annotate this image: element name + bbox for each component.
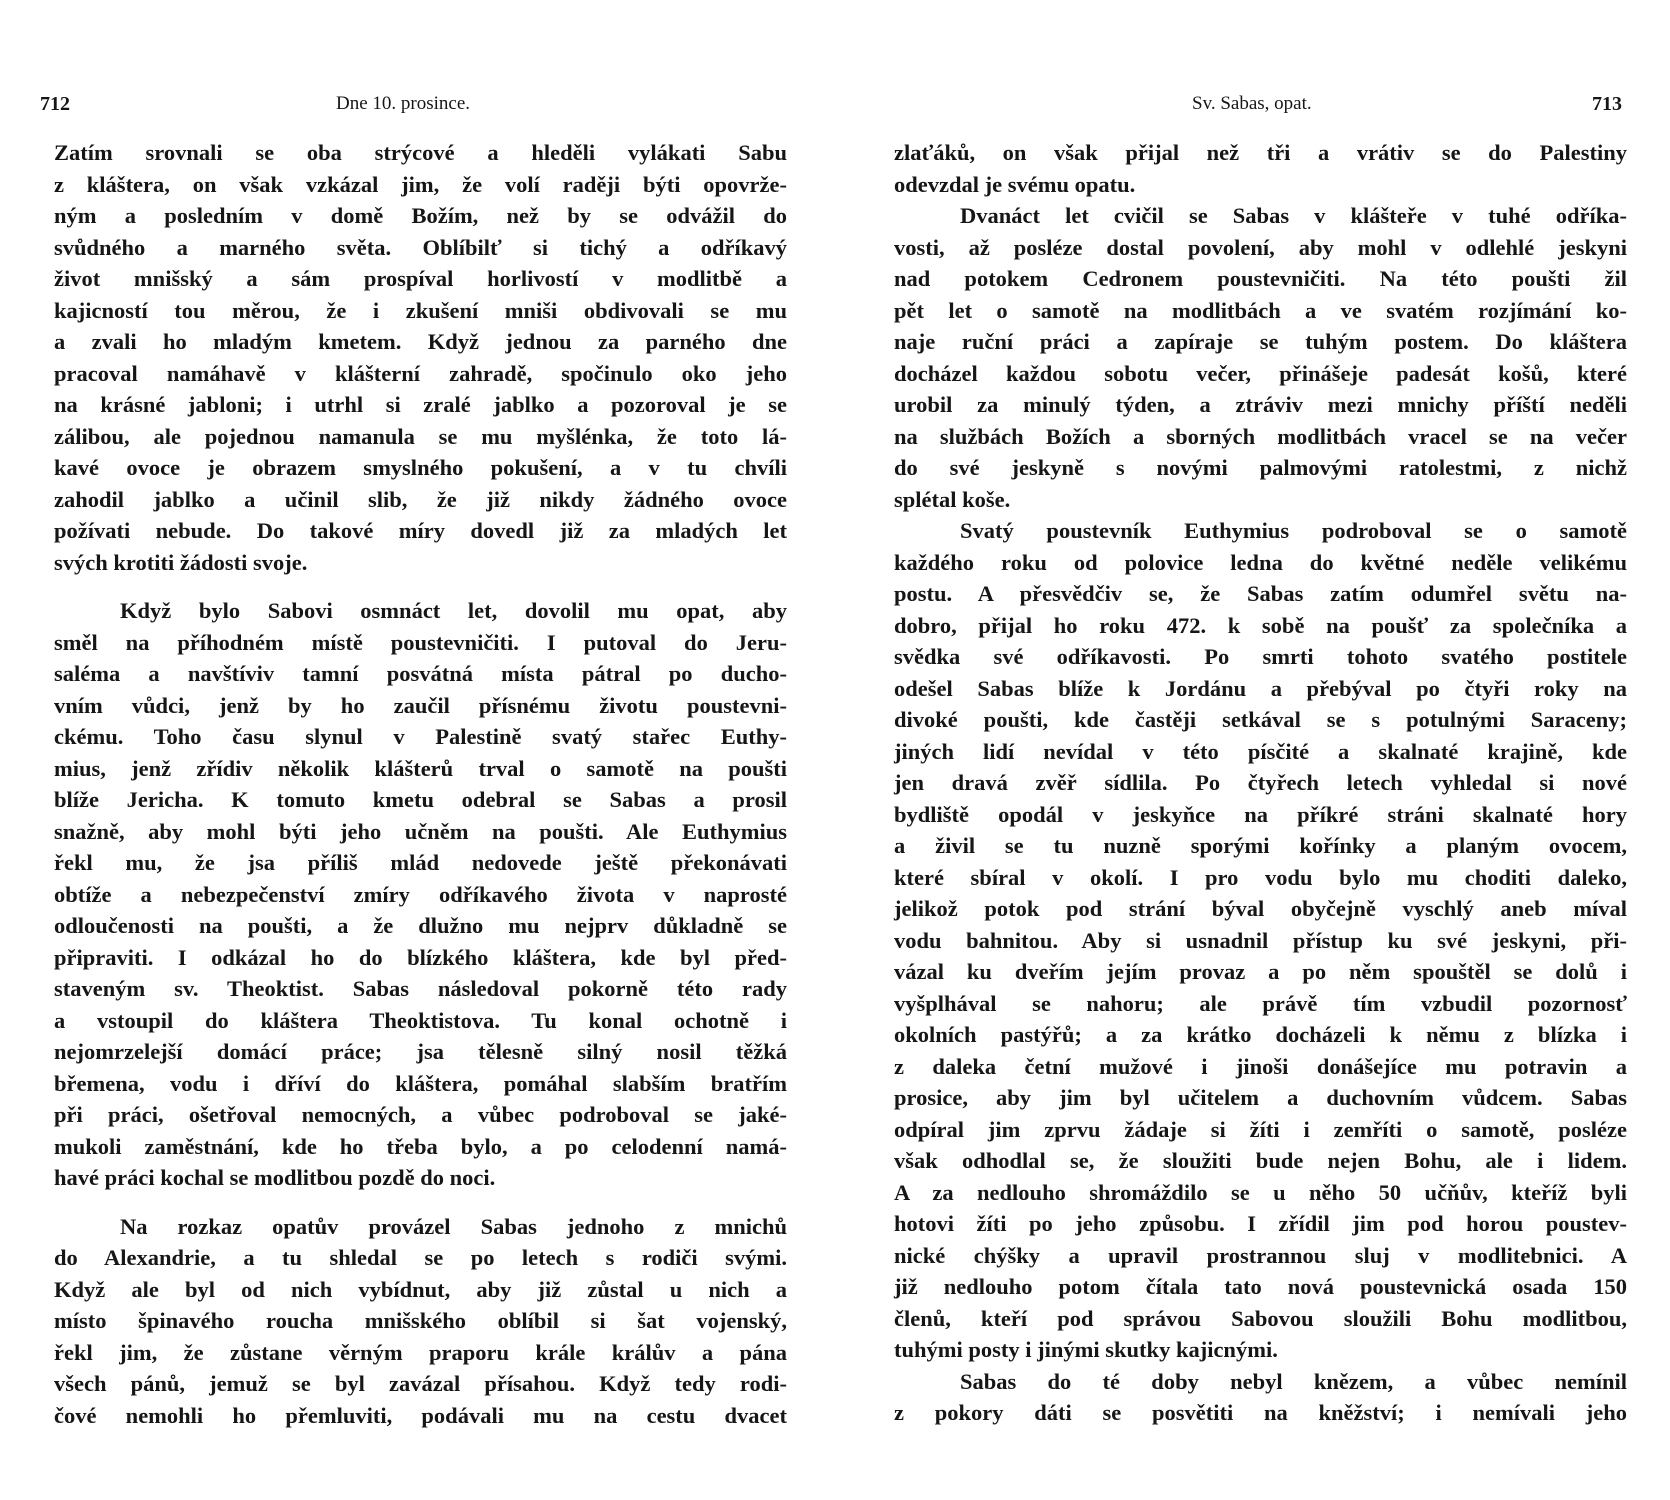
text-line: vosti, až posléze dostal povolení, aby mohl v odlehlé jeskyni [894, 234, 1627, 260]
text-line: řekl jim, že zůstane věrným praporu krále králův a pána [54, 1339, 787, 1365]
text-line: staveným sv. Theoktist. Sabas následoval pokorně této rady [54, 976, 787, 1001]
text-line: pracoval namáhavě v klášterní zahradě, spočinulo oko jeho [54, 360, 787, 386]
right-page-number: 713 [1592, 93, 1622, 115]
text-line: mukoli zaměstnání, kde ho třeba bylo, a po celodenní namá- [54, 1133, 787, 1159]
text-line: snažně, aby mohl býti jeho učněm na poušti. Ale Euthymius [54, 818, 787, 844]
text-line: do Alexandrie, a tu shledal se po letech s rodiči svými. [54, 1245, 787, 1270]
text-line: svůdného a marného světa. Oblíbilť si tichý a odříkavý [54, 234, 787, 260]
text-line: Když bylo Sabovi osmnáct let, dovolil mu opat, aby [120, 598, 787, 623]
text-line: bydliště opodál v jeskyňce na příkré stráni skalnaté hory [894, 801, 1627, 827]
text-line: svědka své odříkavosti. Po smrti tohoto svatého postitele [894, 644, 1627, 669]
text-line: kavé ovoce je obrazem smyslného pokušení, a v tu chvíli [54, 455, 787, 480]
text-line: řekl mu, že jsa příliš mlád nedovede ještě překonávati [54, 850, 787, 875]
text-line: kajicností tou měrou, že i zkušení mniši obdivovali se mu [54, 297, 787, 323]
text-line: odpíral jim zprvu žádaje si žíti i zemříti o samotě, posléze [894, 1116, 1627, 1142]
text-line: urobil za minulý týden, a ztráviv mezi mnichy příští neděli [894, 392, 1627, 417]
left-page-number: 712 [40, 93, 70, 115]
right-running-head: Sv. Sabas, opat. [1192, 93, 1312, 114]
text-line: nejomrzelejší domácí práce; jsa tělesně silný nosil těžká [54, 1039, 787, 1064]
text-line: obtíže a nebezpečenství zmíry odříkavého života v naprosté [54, 881, 787, 907]
text-line: ným a posledním v domě Božím, než by se odvážil do [54, 203, 787, 228]
text-line: místo špinavého roucha mnišského oblíbil si šat vojenský, [54, 1308, 787, 1333]
text-line: mius, jenž zřídiv několik klášterů trval o samotě na poušti [54, 755, 787, 781]
text-line: zálibou, ale pojednou namanula se mu myšlénka, že toto lá- [54, 423, 787, 449]
text-line: na krásné jabloni; i utrhl si zralé jablko a pozoroval je se [54, 392, 787, 417]
text-line: všech pánů, jemuž se byl zavázal přísahou. Když tedy rodi- [54, 1371, 787, 1396]
text-line: jelikož potok pod strání býval obyčejně vyschlý aneb míval [894, 896, 1627, 921]
text-line: zlaťáků, on však přijal než tři a vrátiv se do Palestiny [894, 140, 1627, 165]
text-line: svých krotiti žádosti svoje. [54, 549, 308, 575]
paragraph [894, 137, 1627, 200]
paragraph [894, 1366, 1627, 1429]
text-line: život mnišský a sám prospíval horlivostí v modlitbě a [54, 266, 787, 291]
left-page-text [54, 137, 787, 1431]
text-line: členů, kteří pod správou Sabovou sloužili Bohu modlitbou, [894, 1305, 1627, 1331]
text-line: naje ruční práci a zapíraje se tuhým postem. Do kláštera [894, 329, 1627, 354]
text-line: Sabas do té doby nebyl knězem, a vůbec nemínil [960, 1368, 1627, 1394]
text-line: saléma a navštíviv tamní posvátná místa pátral po ducho- [54, 661, 787, 686]
text-line: ckému. Toho času slynul v Palestině svatý stařec Euthy- [54, 724, 787, 749]
text-line: Když ale byl od nich vybídnut, aby již zůstal u nich a [54, 1276, 787, 1302]
text-line: okolních pastýřů; a za krátko docházeli k němu z blízka i [894, 1022, 1627, 1047]
text-line: a zvali ho mladým kmetem. Když jednou za parného dne [54, 329, 787, 354]
text-line: nické chýšky a upravil prostrannou sluj v modlitebnici. A [894, 1242, 1627, 1268]
text-line: odešel Sabas blíže k Jordánu a přebýval po čtyři roky na [894, 675, 1627, 701]
text-line: požívati nebude. Do takové míry dovedl již za mladých let [54, 518, 787, 543]
text-line: divoké poušti, kde častěji setkával se s potulnými Saraceny; [894, 707, 1627, 732]
text-line: prosice, aby jim byl učitelem a duchovním vůdcem. Sabas [894, 1085, 1627, 1110]
paragraph [894, 515, 1627, 1366]
text-line: zahodil jablko a učinil slib, že již nikdy žádného ovoce [54, 486, 787, 512]
text-line: jiných lidí nevídal v této písčité a skalnaté krajině, kde [894, 738, 1627, 764]
text-line: připraviti. I odkázal ho do blízkého kláštera, kde byl před- [54, 944, 787, 970]
text-line: nad potokem Cedronem poustevničiti. Na této poušti žil [894, 266, 1627, 291]
text-line: dobro, přijal ho roku 472. k sobě na poušť za společníka a [894, 612, 1627, 638]
text-line: postu. A přesvědčiv se, že Sabas zatím odumřel světu na- [894, 581, 1627, 606]
text-line: směl na příhodném místě poustevničiti. I putoval do Jeru- [54, 629, 787, 655]
text-line: z pokory dáti se posvětiti na kněžství; i nemívali jeho [894, 1400, 1627, 1425]
text-line: na službách Božích a sborných modlitbách vracel se na večer [894, 423, 1627, 449]
text-line: vním vůdci, jenž by ho zaučil přísnému životu poustevni- [54, 692, 787, 718]
text-line: Svatý poustevník Euthymius podroboval se o samotě [960, 518, 1627, 543]
text-line: vodu bahnitou. Aby si usnadnil přístup ku své jeskyni, při- [894, 927, 1627, 953]
text-line: jen dravá zvěř sídlila. Po čtyřech letech vyhledal si nové [894, 770, 1627, 795]
text-line: splétal koše. [894, 486, 1011, 512]
text-line: do své jeskyně s novými palmovými ratolestmi, z nichž [894, 455, 1627, 480]
text-line: A za nedlouho shromáždilo se u něho 50 učňův, kteříž byli [894, 1179, 1627, 1205]
text-line: havé práci kochal se modlitbou pozdě do noci. [54, 1165, 496, 1190]
text-line: Na rozkaz opatův provázel Sabas jednoho z mnichů [120, 1213, 787, 1239]
text-line: při práci, ošetřoval nemocných, a vůbec podroboval se jaké- [54, 1102, 787, 1127]
text-line: blíže Jericha. K tomuto kmetu odebral se Sabas a prosil [54, 787, 787, 812]
text-line: z kláštera, on však vzkázal jim, že volí raději býti opovrže- [54, 171, 787, 197]
text-line: tuhými posty i jinými skutky kajicnými. [894, 1337, 1278, 1362]
text-line: Dvanáct let cvičil se Sabas v klášteře v tuhé odříka- [960, 203, 1627, 228]
paragraph [54, 595, 787, 1194]
right-page-text [894, 137, 1627, 1429]
text-line: pět let o samotě na modlitbách a ve svatém rozjímání ko- [894, 297, 1627, 323]
text-line: každého roku od polovice ledna do květné neděle velikému [894, 549, 1627, 575]
text-line: docházel každou sobotu večer, přinášeje padesát košů, které [894, 360, 1627, 386]
text-line: z daleka četní mužové i jinoši donášejíce mu potravin a [894, 1053, 1627, 1079]
paragraph [54, 137, 787, 578]
text-line: vázal ku dveřím jejím provaz a po něm spouštěl se dolů i [894, 959, 1627, 984]
text-line: hotovi žíti po jeho způsobu. I zřídil jim pod horou poustev- [894, 1211, 1627, 1236]
paragraph [894, 200, 1627, 515]
text-line: Zatím srovnali se oba strýcové a hleděli vylákati Sabu [54, 140, 787, 165]
text-line: vyšplhával se nahoru; ale právě tím vzbudil pozornosť [894, 990, 1627, 1016]
text-line: a vstoupil do kláštera Theoktistova. Tu konal ochotně i [54, 1007, 787, 1033]
text-line: břemena, vodu i dříví do kláštera, pomáhal slabším bratřím [54, 1070, 787, 1096]
text-line: které sbíral v okolí. I pro vodu bylo mu choditi daleko, [894, 864, 1627, 890]
text-line: však odhodlal se, že sloužiti bude nejen Bohu, ale i lidem. [894, 1148, 1627, 1173]
text-line: odloučenosti na poušti, a že dlužno mu nejprv důkladně se [54, 913, 787, 938]
text-line: čové nemohli ho přemluviti, podávali mu na cestu dvacet [54, 1402, 787, 1428]
left-running-head: Dne 10. prosince. [336, 93, 471, 114]
text-line: a živil se tu nuzně sporými kořínky a planým ovocem, [894, 833, 1627, 858]
text-line: již nedlouho potom čítala tato nová poustevnická osada 150 [894, 1274, 1627, 1299]
paragraph [54, 1211, 787, 1432]
text-line: odevzdal je svému opatu. [894, 171, 1136, 197]
